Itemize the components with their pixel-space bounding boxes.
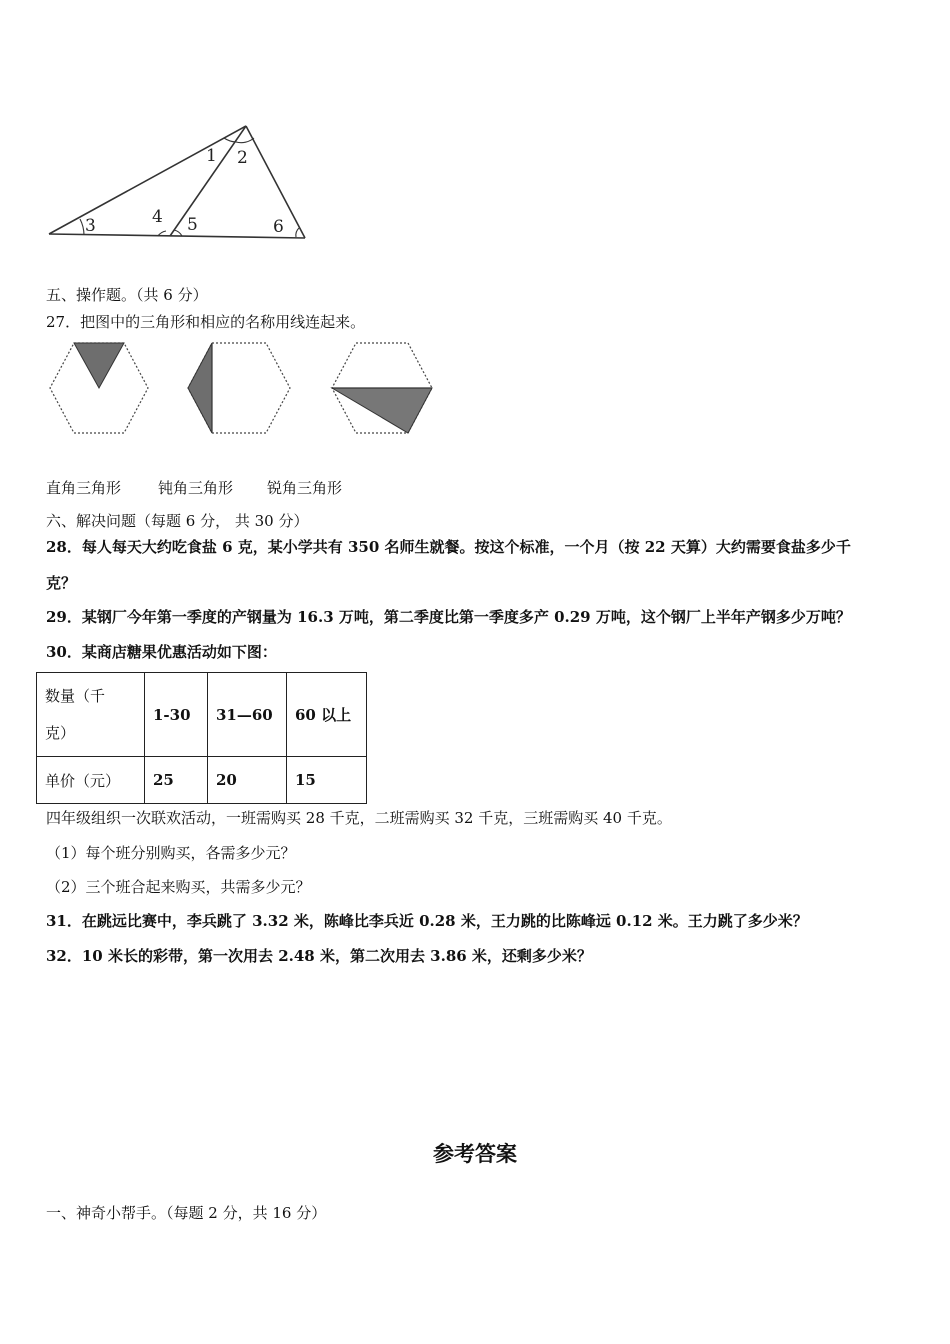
question-28-line1: 28．每人每天大约吃食盐 6 克，某小学共有 350 名师生就餐。按这个标准，一个月（按 22 天算）大约需要食盐多少千: [46, 538, 851, 556]
table-cell: 15: [287, 757, 367, 804]
question-28-line2: 克？: [46, 574, 77, 592]
table-cell: 单价（元）: [37, 757, 145, 804]
question-30-sub2: （2）三个班合起来购买，共需多少元？: [46, 878, 311, 896]
question-27: 27．把图中的三角形和相应的名称用线连起来。: [46, 313, 366, 331]
question-30-sub1: （1）每个班分别购买，各需多少元？: [46, 844, 296, 862]
triangle-name-obtuse: 钝角三角形: [158, 479, 234, 497]
table-row: [37, 757, 367, 804]
table-cell: 60 以上: [287, 673, 367, 757]
question-30: 30．某商店糖果优惠活动如下图：: [46, 643, 277, 661]
angle-label-3: 3: [85, 216, 96, 236]
shaded-triangle-1: [74, 343, 124, 388]
question-32: 32．10 米长的彩带，第一次用去 2.48 米，第二次用去 3.86 米，还剩多少米？: [46, 947, 592, 965]
section6-heading: 六、解决问题（每题 6 分， 共 30 分）: [46, 512, 309, 530]
question-30-description: 四年级组织一次联欢活动，一班需购买 28 千克，二班需购买 32 千克，三班需购买 40 千克。: [46, 809, 672, 827]
table-cell: 25: [145, 757, 208, 804]
shaded-triangle-2: [188, 343, 212, 433]
angle-label-4: 4: [152, 207, 163, 227]
header-text-1: 数量（千: [45, 686, 106, 705]
table-row: [37, 673, 367, 757]
candy-price-table: [36, 672, 367, 804]
question-31: 31．在跳远比赛中，李兵跳了 3.32 米，陈峰比李兵近 0.28 米，王力跳的比陈峰远 0.12 米。王力跳了多少米？: [46, 912, 808, 930]
answers-section1: 一、神奇小帮手。（每题 2 分，共 16 分）: [46, 1204, 327, 1222]
hexagon-figures: [40, 338, 440, 438]
shaded-triangle-3: [332, 388, 432, 433]
angle-triangle-figure: [40, 118, 320, 248]
answers-title: 参考答案: [433, 1142, 517, 1166]
angle-label-2: 2: [237, 148, 248, 168]
table-cell: 31—60: [208, 673, 287, 757]
triangle-name-acute: 锐角三角形: [267, 479, 343, 497]
angle-label-5: 5: [187, 215, 198, 235]
question-29: 29．某钢厂今年第一季度的产钢量为 16.3 万吨，第二季度比第一季度多产 0.29 万吨，这个钢厂上半年产钢多少万吨？: [46, 608, 851, 626]
table-cell: 20: [208, 757, 287, 804]
triangle-name-right: 直角三角形: [46, 479, 122, 497]
angle-label-1: 1: [206, 146, 217, 166]
angle-label-6: 6: [273, 217, 284, 237]
section5-heading: 五、操作题。（共 6 分）: [46, 286, 208, 304]
header-text-2: 克）: [45, 723, 76, 742]
table-header-quantity: [37, 673, 145, 757]
table-cell: 1-30: [145, 673, 208, 757]
